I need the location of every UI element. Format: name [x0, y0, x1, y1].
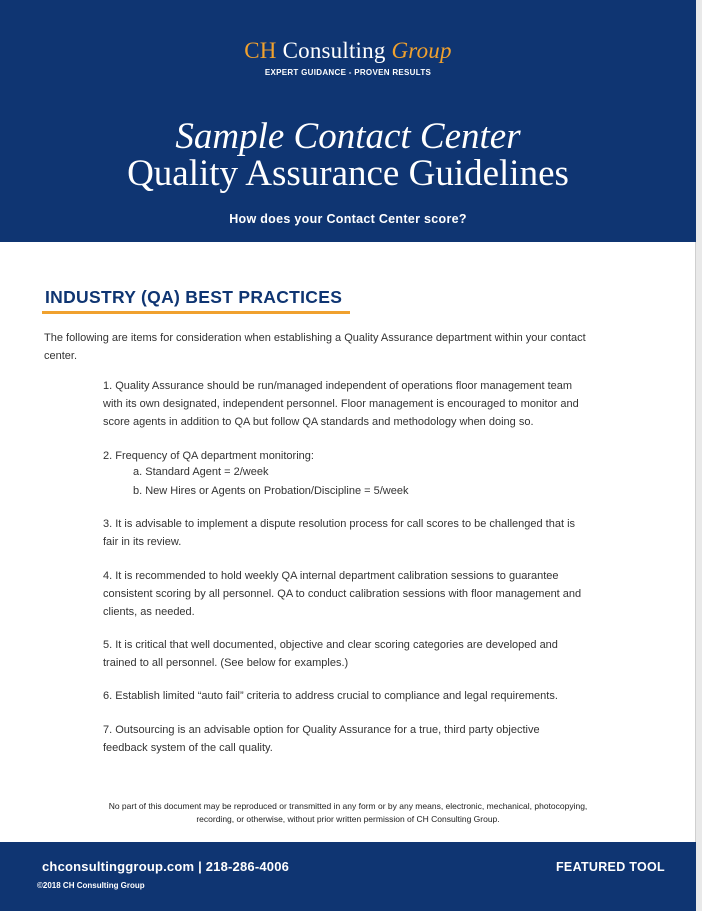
sub-item-a: a. Standard Agent = 2/week	[133, 466, 269, 478]
title-line-2: Quality Assurance Guidelines	[127, 153, 569, 194]
item-line: trained to all personnel. (See below for examples.)	[103, 657, 349, 669]
item-line: fair in its review.	[103, 536, 182, 548]
heading-underline	[42, 311, 350, 314]
logo-consulting: Consulting	[282, 38, 386, 63]
item-line: 6. Establish limited “auto fail” criteria to address crucial to compliance and legal requirements.	[103, 690, 558, 702]
section-heading: INDUSTRY (QA) BEST PRACTICES	[45, 287, 343, 307]
subtitle: How does your Contact Center score?	[229, 212, 467, 226]
title-line-1: Sample Contact Center	[175, 116, 521, 157]
item-line: clients, as needed.	[103, 606, 195, 618]
footer-banner	[0, 842, 696, 911]
item-line: 1. Quality Assurance should be run/managed independent of operations floor management team	[103, 380, 573, 392]
item-line: feedback system of the call quality.	[103, 742, 273, 754]
item-line: 3. It is advisable to implement a dispute resolution process for call scores to be challenged that is	[103, 518, 576, 530]
list-item-5	[103, 636, 603, 672]
item-line: 2. Frequency of QA department monitoring:	[103, 450, 314, 462]
item-line: consistent scoring by all personnel. QA to conduct calibration sessions with floor management and	[103, 588, 582, 600]
logo-ch: CH	[244, 38, 277, 63]
company-logo	[0, 38, 696, 64]
sub-item-b: b. New Hires or Agents on Probation/Discipline = 5/week	[133, 485, 409, 497]
logo-group: Group	[391, 38, 452, 63]
disclaimer-line: No part of this document may be reproduced or transmitted in any form or by any means, electronic, mechanical, photocopying,	[108, 801, 588, 811]
list-item-4	[103, 567, 603, 621]
item-line: 7. Outsourcing is an advisable option for Quality Assurance for a true, third party objective	[103, 724, 540, 736]
intro-paragraph	[44, 329, 614, 365]
header-banner	[0, 0, 696, 242]
item-line: 4. It is recommended to hold weekly QA internal department calibration sessions to guarantee	[103, 570, 559, 582]
disclaimer-line: recording, or otherwise, without prior written permission of CH Consulting Group.	[196, 814, 500, 824]
copyright-disclaimer	[0, 800, 696, 826]
page-edge	[696, 0, 702, 911]
list-item-3	[103, 515, 603, 551]
list-item-1	[103, 377, 603, 431]
footer-contact[interactable]: chconsultinggroup.com | 218-286-4006	[42, 859, 290, 874]
intro-line: The following are items for consideration when establishing a Quality Assurance department within your contact	[44, 332, 586, 344]
tagline: EXPERT GUIDANCE - PROVEN RESULTS	[264, 68, 432, 77]
featured-tool-label: FEATURED TOOL	[556, 860, 665, 874]
item-line: with its own designated, independent personnel. Floor management is encouraged to monitor and	[103, 398, 579, 410]
list-item-7	[103, 721, 603, 757]
footer-copyright: ©2018 CH Consulting Group	[37, 881, 145, 890]
item-line: score agents in addition to QA but follow QA standards and methodology when doing so.	[103, 416, 534, 428]
list-item-6	[103, 687, 603, 705]
intro-line: center.	[44, 350, 78, 362]
item-line: 5. It is critical that well documented, objective and clear scoring categories are developed and	[103, 639, 558, 651]
